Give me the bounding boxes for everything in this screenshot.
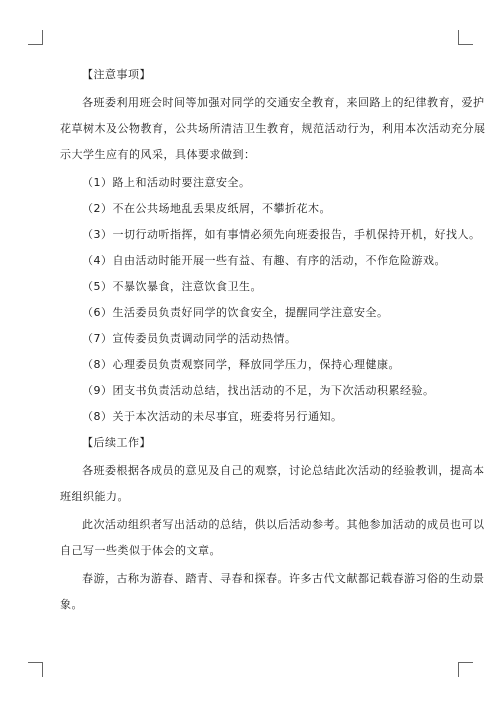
requirement-item: （7）宣传委员负责调动同学的活动热情。	[82, 332, 297, 345]
section-heading-followup: 【后续工作】	[82, 436, 151, 449]
requirement-item: （8）心理委员负责观察同学，释放同学压力，保持心理健康。	[82, 358, 400, 371]
requirement-item: （3）一切行动听指挥，如有事情必须先向班委报告，手机保持开机，好找人。	[82, 228, 481, 241]
followup-para2-line-1: 此次活动组织者写出活动的总结，供以后活动参考。其他参加活动的成员也可以	[82, 518, 485, 531]
intro-line-2: 花草树木及公物教育，公共场所清洁卫生教育，规范活动行为，利用本次活动充分展	[60, 122, 486, 135]
followup-para1-line-1: 各班委根据各成员的意见及自己的观察，讨论总结此次活动的经验教训，提高本	[82, 464, 485, 477]
crop-mark-top-right	[458, 30, 473, 45]
crop-mark-top-left	[28, 30, 43, 45]
followup-para3-line-1: 春游，古称为游春、踏青、寻春和探春。许多古代文献都记载春游习俗的生动景	[82, 572, 485, 585]
requirement-item: （2）不在公共场地乱丢果皮纸屑，不攀折花木。	[82, 202, 331, 215]
followup-para3-line-2: 象。	[60, 598, 83, 611]
intro-line-3: 示大学生应有的风采，具体要求做到：	[60, 148, 256, 161]
crop-mark-bottom-left	[28, 662, 43, 677]
crop-mark-bottom-right	[458, 662, 473, 677]
section-heading-notice: 【注意事项】	[82, 68, 151, 81]
followup-para2-line-2: 自己写一些类似于体会的文章。	[60, 544, 221, 557]
requirement-item: （6）生活委员负责好同学的饮食安全，提醒同学注意安全。	[82, 306, 389, 319]
intro-line-1: 各班委利用班会时间等加强对同学的交通安全教育，来回路上的纪律教育，爱护	[82, 96, 485, 109]
requirement-item: （1）路上和活动时要注意安全。	[82, 176, 251, 189]
requirement-item: （4）自由活动时能开展一些有益、有趣、有序的活动，不作危险游戏。	[82, 254, 446, 267]
requirement-item: （5）不暴饮暴食，注意饮食卫生。	[82, 280, 262, 293]
requirement-item: （9）团支书负责活动总结，找出活动的不足，为下次活动积累经验。	[82, 384, 435, 397]
followup-para1-line-2: 班组织能力。	[60, 490, 129, 503]
requirement-item: （8）关于本次活动的未尽事宜，班委将另行通知。	[82, 410, 343, 423]
